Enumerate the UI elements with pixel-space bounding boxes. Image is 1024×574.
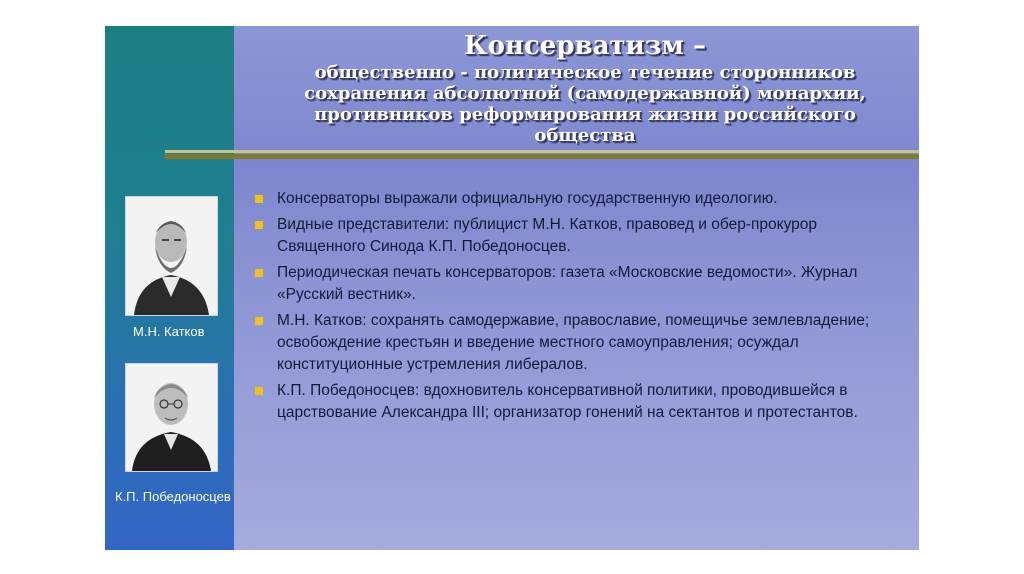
portrait-pobedonostsev (125, 363, 218, 472)
portrait-caption-pobedonostsev: К.П. Победоносцев (115, 489, 231, 504)
bullet-text: М.Н. Катков: сохранять самодержавие, православие, помещичье землевладение; освобождение крестьян и введение местного самоуправления; осуждал конституционные устремления либералов. (277, 312, 870, 373)
bullet-text: Видные представители: публицист М.Н. Катков, правовед и обер-прокурор Священного Синода К.П. Победоносцев. (277, 216, 818, 255)
bullet-item (253, 214, 893, 258)
bullet-square-icon (255, 387, 263, 395)
bullet-text: Периодическая печать консерваторов: газета «Московские ведомости». Журнал «Русский вестник». (277, 264, 858, 303)
title-line-2: сохранения абсолютной (самодержавной) монархии, (304, 83, 866, 104)
title-line-4: общества (534, 125, 636, 146)
portrait-pobedonostsev-image (126, 364, 217, 471)
bullet-square-icon (255, 195, 263, 203)
title-divider-dark (165, 154, 919, 159)
portrait-katkov (125, 196, 218, 316)
portrait-katkov-image (126, 197, 217, 315)
bullet-item (253, 380, 893, 424)
bullet-square-icon (255, 221, 263, 229)
title-line-3: противников реформирования жизни российского (314, 104, 856, 125)
bullet-item (253, 262, 893, 306)
slide-title (265, 30, 905, 146)
bullet-square-icon (255, 317, 263, 325)
title-divider-light (165, 150, 919, 153)
slide (105, 26, 919, 550)
title-main: Консерватизм – (463, 31, 707, 61)
portrait-caption-katkov: М.Н. Катков (133, 324, 205, 339)
title-line-1: общественно - политическое течение сторонников (314, 62, 856, 83)
bullet-list (253, 188, 893, 428)
bullet-item (253, 188, 893, 210)
bullet-text: К.П. Победоносцев: вдохновитель консервативной политики, проводившейся в царствование Александра III; организатор гонений на сектантов и протестантов. (277, 382, 858, 421)
bullet-item (253, 310, 893, 376)
bullet-text: Консерваторы выражали официальную государственную идеологию. (277, 190, 778, 207)
bullet-square-icon (255, 269, 263, 277)
